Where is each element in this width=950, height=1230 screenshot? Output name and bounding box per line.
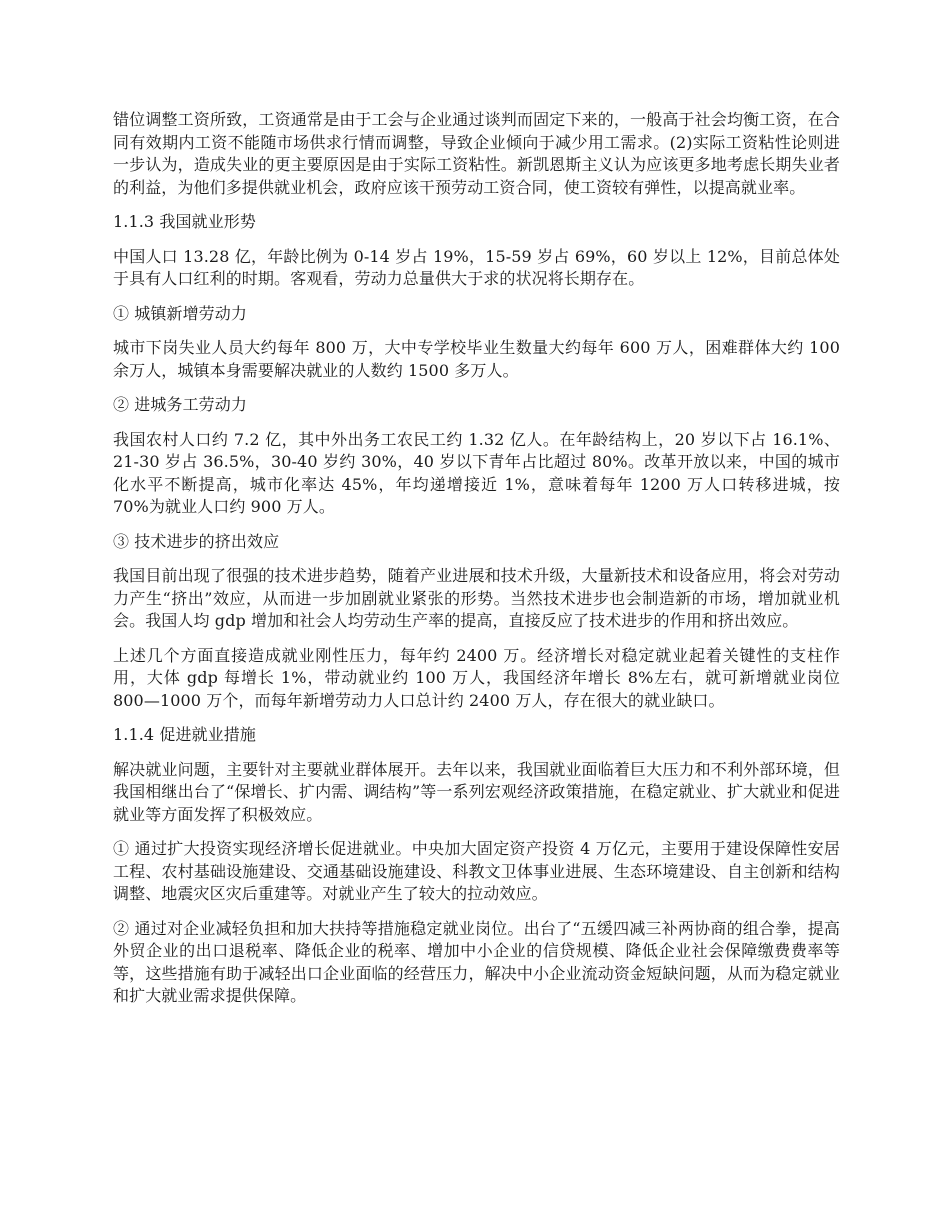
paragraph-wage-rigidity: 错位调整工资所致，工资通常是由于工会与企业通过谈判而固定下来的，一般高于社会均衡工资，在合同有效期内工资不能随市场供求行情而调整，导致企业倾向于减少用工需求。(2)实际工资粘性论则进一步认为，造成失业的更主要原因是由于实际工资粘性。新凯恩斯主义认为应该更多地考虑长期失业者的利益，为他们多提供就业机会，政府应该干预劳动工资合同，使工资较有弹性，以提高就业率。 bbox=[113, 110, 840, 197]
paragraph-migrant-labor: 我国农村人口约 7.2 亿，其中外出务工农民工约 1.32 亿人。在年龄结构上，20 岁以下占 16.1%、21-30 岁占 36.5%，30-40 岁约 30%，40 岁以下青年占比超过 80%。改革开放以来，中国的城市化水平不断提高，城市化率达 45%，年均递增接近 1%，意味着每年 1200 万人口转移进城，按 70%为就业人口约 900 万人。 bbox=[113, 429, 840, 516]
section-heading-employment-measures: 1.1.4 促进就业措施 bbox=[113, 725, 256, 744]
paragraph-measure-investment: ① 通过扩大投资实现经济增长促进就业。中央加大固定资产投资 4 万亿元，主要用于建设保障性安居工程、农村基础设施建设、交通基础设施建设、科教文卫体事业进展、生态环境建设、自主创新和结构调整、地震灾区灾后重建等。对就业产生了较大的拉动效应。 bbox=[113, 839, 840, 903]
paragraph-urban-labor: 城市下岗失业人员大约每年 800 万，大中专学校毕业生数量大约每年 600 万人，困难群体大约 100 余万人，城镇本身需要解决就业的人数约 1500 多万人。 bbox=[113, 338, 840, 380]
subheading-migrant-labor: ② 进城务工劳动力 bbox=[113, 395, 247, 414]
paragraph-employment-gap: 上述几个方面直接造成就业刚性压力，每年约 2400 万。经济增长对稳定就业起着关键性的支柱作用，大体 gdp 每增长 1%，带动就业约 100 万人，我国经济年增长 8%左右，就可新增就业岗位 800—1000 万个，而每年新增劳动力人口总计约 2400 万人，存在很大的就业缺口。 bbox=[113, 645, 840, 710]
section-heading-employment-situation: 1.1.3 我国就业形势 bbox=[113, 212, 256, 231]
subheading-urban-labor: ① 城镇新增劳动力 bbox=[113, 303, 247, 323]
paragraph-measures-intro: 解决就业问题，主要针对主要就业群体展开。去年以来，我国就业面临着巨大压力和不利外部环境，但我国相继出台了“保增长、扩内需、调结构”等一系列宏观经济政策措施，在稳定就业、扩大就业和促进就业等方面发挥了积极效应。 bbox=[113, 759, 840, 824]
document-page bbox=[113, 109, 840, 1020]
paragraph-measure-enterprise-support: ② 通过对企业减轻负担和加大扶持等措施稳定就业岗位。出台了“五缓四减三补两协商的组合拳，提高外贸企业的出口退税率、降低企业的税率、增加中小企业的信贷规模、降低企业社会保障缴费费率等等，这些措施有助于减轻出口企业面临的经营压力，解决中小企业流动资金短缺问题，从而为稳定就业和扩大就业需求提供保障。 bbox=[113, 918, 840, 1005]
paragraph-tech-progress: 我国目前出现了很强的技术进步趋势，随着产业进展和技术升级，大量新技术和设备应用，将会对劳动力产生“挤出”效应，从而进一步加剧就业紧张的形势。当然技术进步也会制造新的市场，增加就业机会。我国人均 gdp 增加和社会人均劳动生产率的提高，直接反应了技术进步的作用和挤出效应。 bbox=[113, 566, 840, 630]
paragraph-population: 中国人口 13.28 亿，年龄比例为 0-14 岁占 19%，15-59 岁占 69%，60 岁以上 12%，目前总体处于具有人口红利的时期。客观看，劳动力总量供大于求的状况将长期存在。 bbox=[113, 246, 840, 288]
subheading-tech-crowding-out: ③ 技术进步的挤出效应 bbox=[113, 531, 280, 551]
